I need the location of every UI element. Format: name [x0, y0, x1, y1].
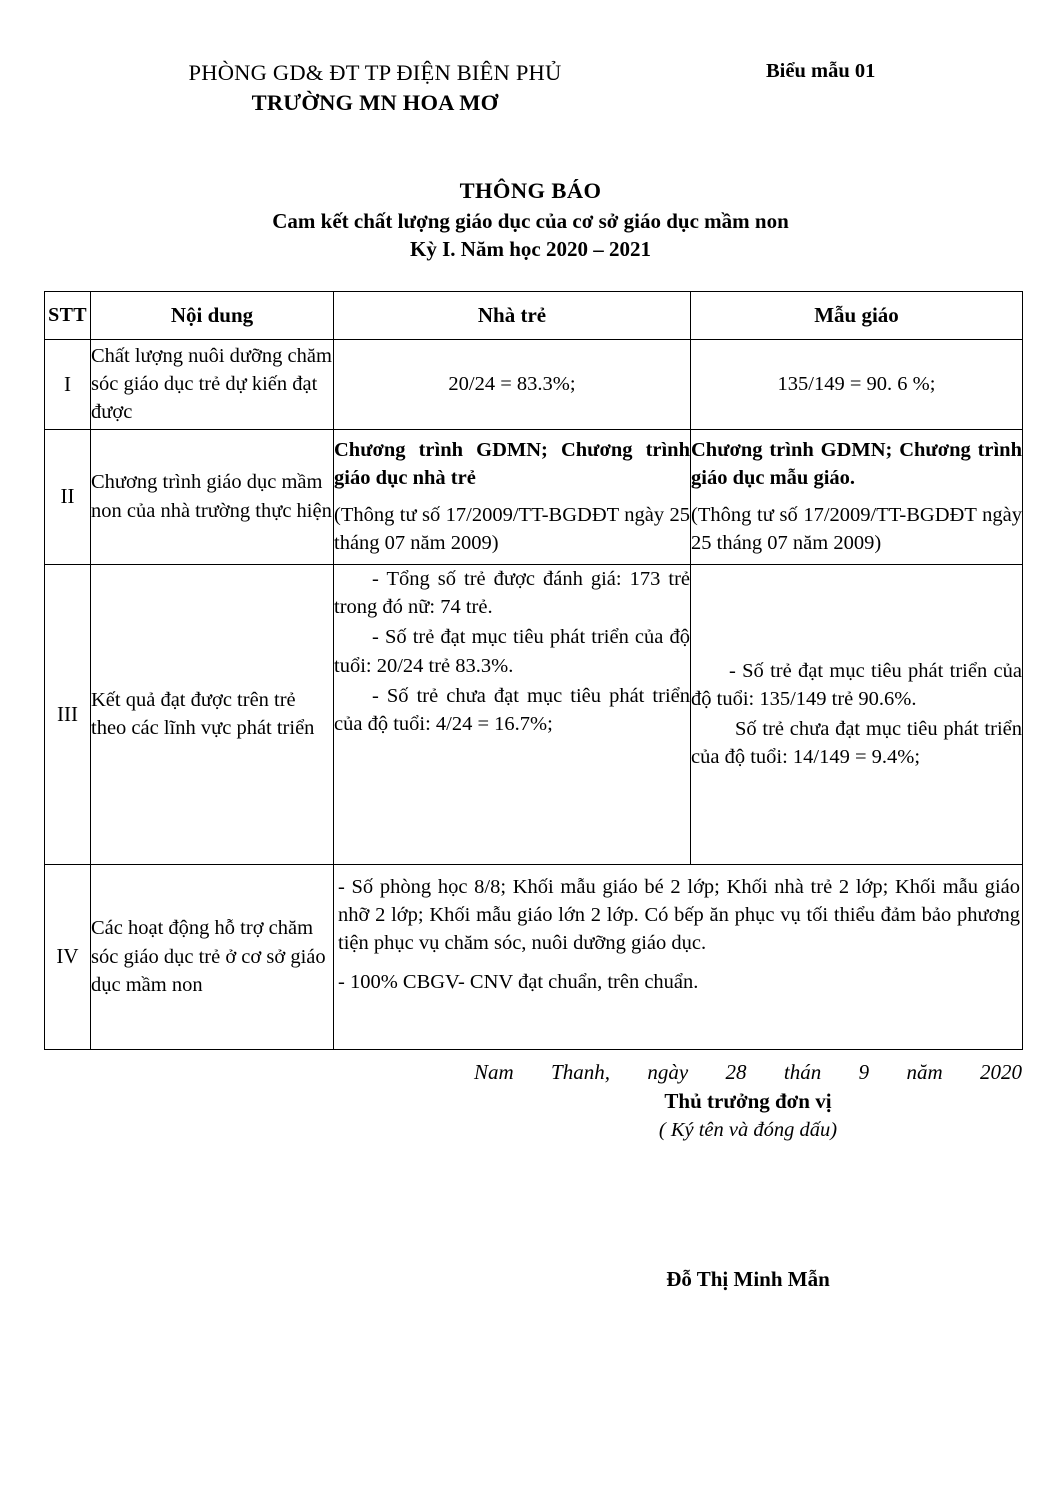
table-row	[45, 864, 1023, 1049]
column-header-stt: STT	[45, 291, 91, 339]
row-3-nha-tre	[334, 564, 691, 864]
report-table-container	[0, 291, 1061, 1050]
row-4-noi-dung: Các hoạt động hỗ trợ chăm sóc giáo dục trẻ ở cơ sở giáo dục mầm non	[91, 864, 334, 1049]
form-code-label: Biểu mẫu 01	[766, 60, 876, 82]
row-3-nha-tre-achieved: - Số trẻ đạt mục tiêu phát triển của độ tuổi: 20/24 trẻ 83.3%.	[334, 626, 690, 677]
row-4-staff: - 100% CBGV- CNV đạt chuẩn, trên chuẩn.	[338, 970, 699, 993]
document-title-block	[0, 176, 1061, 264]
signature-block	[0, 1059, 1061, 1292]
row-number-4: IV	[45, 864, 91, 1049]
row-1-nha-tre: 20/24 = 83.3%;	[334, 339, 691, 429]
page-title: THÔNG BÁO	[459, 178, 602, 203]
signature-role: Thủ trưởng đơn vị	[664, 1088, 832, 1113]
row-3-noi-dung: Kết quả đạt được trên trẻ theo các lĩnh vực phát triển	[91, 564, 334, 864]
row-1-noi-dung: Chất lượng nuôi dưỡng chăm sóc giáo dục trẻ dự kiến đạt được	[91, 339, 334, 429]
row-2-mau-giao-program: Chương trình GDMN; Chương trình giáo dục mẫu giáo.	[691, 438, 1022, 489]
school-name: TRƯỜNG MN HOA MƠ	[251, 89, 499, 115]
row-number-3: III	[45, 564, 91, 864]
row-3-nha-tre-not-achieved: - Số trẻ chưa đạt mục tiêu phát triển của độ tuổi: 4/24 = 16.7%;	[334, 684, 690, 736]
row-3-mau-giao	[691, 564, 1023, 864]
row-4-facilities: - Số phòng học 8/8; Khối mẫu giáo bé 2 lớp; Khối nhà trẻ 2 lớp; Khối mẫu giáo nhỡ 2 lớp; Khối mẫu giáo lớn 2 lớp. Có bếp ăn phục vụ tối thiểu đảm bảo phương tiện phục vụ chăm sóc, nuôi dưỡng giáo dục.	[338, 875, 1020, 955]
row-4-merged-content	[334, 864, 1023, 1049]
table-header-row	[45, 291, 1023, 339]
row-1-mau-giao: 135/149 = 90. 6 %;	[691, 339, 1023, 429]
row-2-noi-dung: Chương trình giáo dục mầm non của nhà trường thực hiện	[91, 429, 334, 564]
row-number-2: II	[45, 429, 91, 564]
document-header	[0, 0, 1061, 118]
signer-name: Đỗ Thị Minh Mẫn	[666, 1267, 830, 1292]
column-header-noi-dung: Nội dung	[91, 291, 334, 339]
row-3-mau-giao-achieved: - Số trẻ đạt mục tiêu phát triển của độ tuổi: 135/149 trẻ 90.6%.	[691, 659, 1022, 710]
row-3-mau-giao-not-achieved: Số trẻ chưa đạt mục tiêu phát triển của độ tuổi: 14/149 = 9.4%;	[691, 718, 1022, 769]
row-2-nha-tre-circular: (Thông tư số 17/2009/TT-BGDĐT ngày 25 tháng 07 năm 2009)	[334, 504, 690, 555]
table-row	[45, 429, 1023, 564]
row-2-mau-giao-circular: (Thông tư số 17/2009/TT-BGDĐT ngày 25 tháng 07 năm 2009)	[691, 504, 1022, 555]
column-header-nha-tre: Nhà trẻ	[334, 291, 691, 339]
title-school-term: Kỳ I. Năm học 2020 – 2021	[410, 237, 651, 262]
commitment-table	[44, 291, 1023, 1050]
table-row	[45, 339, 1023, 429]
row-2-nha-tre-program: Chương trình GDMN; Chương trình giáo dục nhà trẻ	[334, 438, 690, 489]
column-header-mau-giao: Mẫu giáo	[691, 291, 1023, 339]
row-3-nha-tre-total: - Tổng số trẻ được đánh giá: 173 trẻ trong đó nữ: 74 trẻ.	[334, 567, 690, 618]
signature-date: Nam Thanh, ngày 28 thán 9 năm 2020	[474, 1059, 1022, 1084]
row-2-mau-giao	[691, 429, 1023, 564]
issuing-organization	[110, 58, 640, 117]
department-name: PHÒNG GD& ĐT TP ĐIỆN BIÊN PHỦ	[188, 60, 562, 85]
title-subtitle: Cam kết chất lượng giáo dục của cơ sở giáo dục mầm non	[272, 208, 789, 233]
table-row	[45, 564, 1023, 864]
signature-instruction: ( Ký tên và đóng dấu)	[658, 1119, 838, 1142]
row-number-1: I	[45, 339, 91, 429]
row-2-nha-tre	[334, 429, 691, 564]
